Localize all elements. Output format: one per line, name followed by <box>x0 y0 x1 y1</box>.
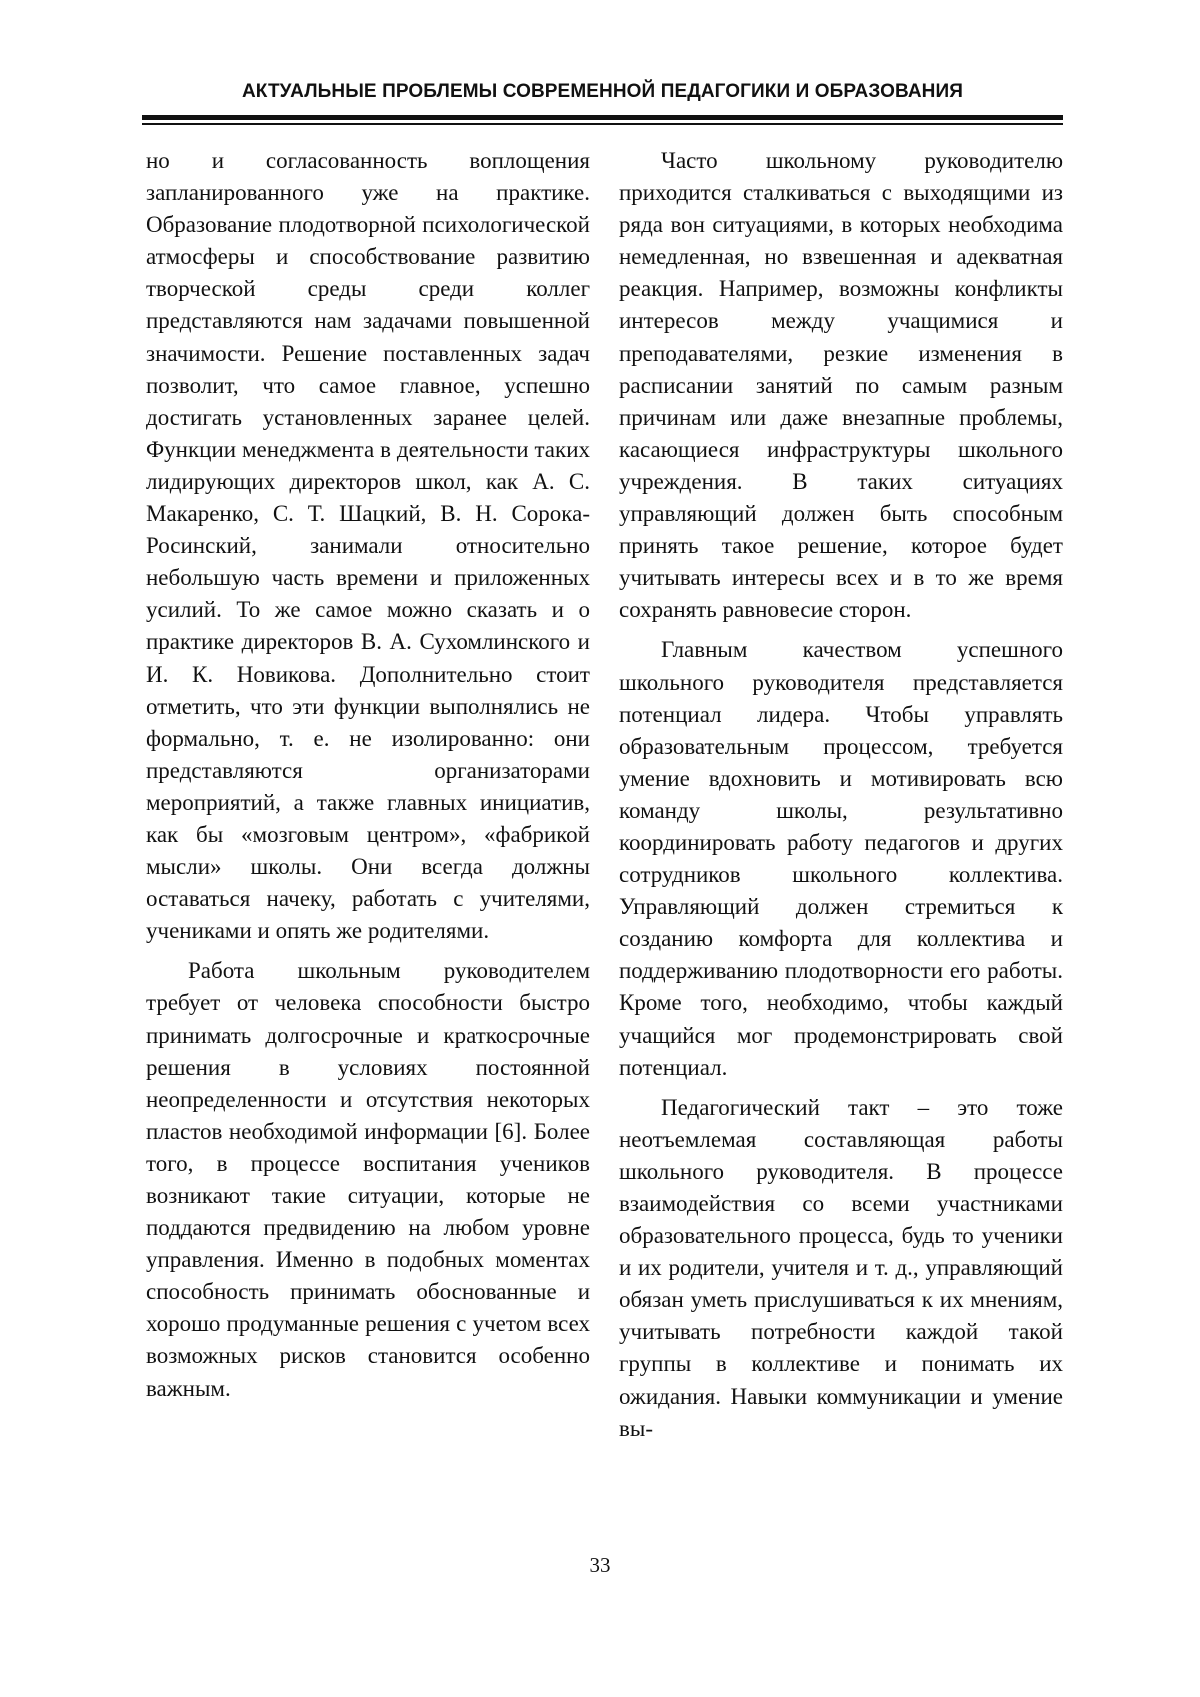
paragraph: Часто школьному руководителю приходится сталкиваться с выходящими из ряда вон ситуациями, в которых необходима немедленная, но взвешенная и адекватная реакция. Например, возможны конфликты интересов между учащимися и преподавателями, резкие изменения в расписании занятий по самым разным причинам или даже внезапные проблемы, касающиеся инфраструктуры школьного учреждения. В таких ситуациях управляющий должен быть способным принять такое решение, которое будет учитывать интересы всех и в то же время сохранять равновесие сторон. <box>619 148 1063 623</box>
paragraph: Педагогический такт – это тоже неотъемлемая составляющая работы школьного руководителя. В процессе взаимодействия со всеми участниками образовательного процесса, будь то ученики и их родители, учителя и т. д., управляющий обязан уметь прислушиваться к их мнениям, учитывать потребности каждой такой группы в коллективе и понимать их ожидания. Навыки коммуникации и умение вы- <box>619 1094 1063 1441</box>
paragraph-continued: но и согласованность воплощения запланированного уже на практике. Образование плодотворной психологической атмосферы и способствование развитию творческой среды среди коллег представляются нам задачами повышенной значимости. Решение поставленных задач позволит, что самое главное, успешно достигать установленных заранее целей. Функции менеджмента в деятельности таких лидирующих директоров школ, как А. С. Макаренко, С. Т. Шацкий, В. Н. Сорока-Росинский, занимали относительно небольшую часть времени и приложенных усилий. То же самое можно сказать и о практике директоров В. А. Сухомлинского и И. К. Новикова. Дополнительно стоит отметить, что эти функции выполнялись не формально, т. е. не изолированно: они представляются организаторами мероприятий, а также главных инициатив, как бы «мозговым центром», «фабрикой мысли» школы. Они всегда должны оставаться начеку, работать с учителями, учениками и опять же родителями. <box>146 148 590 944</box>
left-text-column <box>146 145 590 1413</box>
paragraph: Работа школьным руководителем требует от человека способности быстро принимать долгосрочные и краткосрочные решения в условиях постоянной неопределенности и отсутствия некоторых пластов необходимой информации [6]. Более того, в процессе воспитания учеников возникают такие ситуации, которые не поддаются предвидению на любом уровне управления. Именно в подобных моментах способность принимать обоснованные и хорошо продуманные решения с учетом всех возможных рисков становится особенно важным. <box>146 958 590 1401</box>
header-rule-thin <box>142 123 1063 125</box>
running-header-title: АКТУАЛЬНЫЕ ПРОБЛЕМЫ СОВРЕМЕННОЙ ПЕДАГОГИКИ И ОБРАЗОВАНИЯ <box>241 81 963 102</box>
page-number: 33 <box>589 1553 611 1577</box>
right-text-column <box>619 145 1063 1453</box>
header-rule-thick <box>142 115 1063 120</box>
paragraph: Главным качеством успешного школьного руководителя представляется потенциал лидера. Чтобы управлять образовательным процессом, требуется умение вдохновить и мотивировать всю команду школы, результативно координировать работу педагогов и других сотрудников школьного коллектива. Управляющий должен стремиться к созданию комфорта для коллектива и поддерживанию плодотворности его работы. Кроме того, необходимо, чтобы каждый учащийся мог продемонстрировать свой потенциал. <box>619 637 1063 1080</box>
